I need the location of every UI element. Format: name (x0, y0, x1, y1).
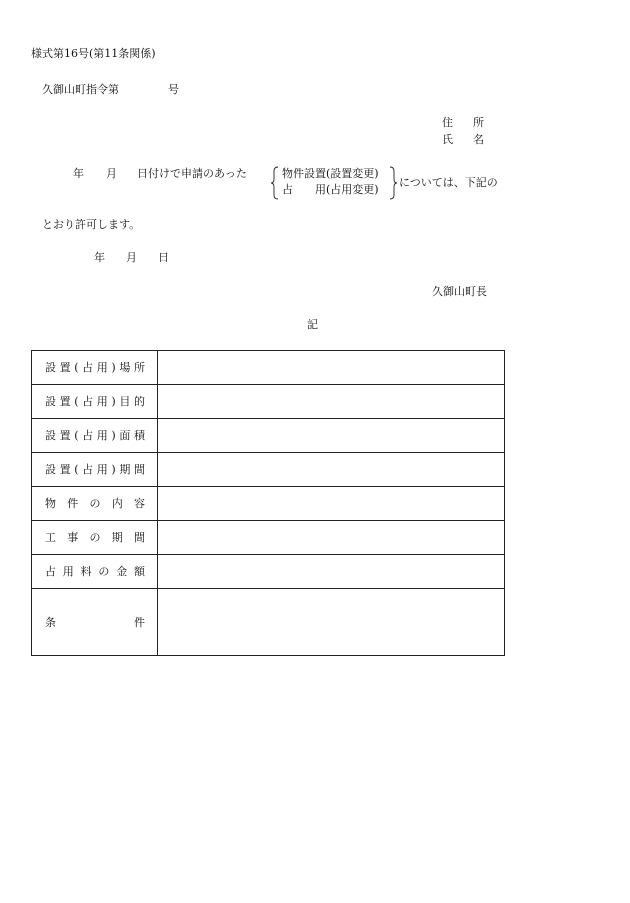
row-label-text (32, 566, 157, 577)
label-char: 件 (67, 497, 79, 510)
label-char: 占 (82, 361, 94, 374)
label-char: 面 (119, 429, 131, 442)
table-row (32, 419, 505, 453)
table-row (32, 589, 505, 656)
label-char: 占 (82, 429, 94, 442)
row-value-conditions[interactable] (158, 589, 505, 656)
option-setup: 物件設置(設置変更) (282, 167, 379, 180)
label-char: ( (74, 395, 79, 408)
label-char: 目 (119, 395, 131, 408)
label-char: 工 (45, 531, 56, 544)
name-label-char: 名 (473, 133, 484, 146)
label-char: 用 (96, 429, 108, 442)
row-label (32, 419, 158, 453)
label-char: 容 (134, 497, 145, 510)
label-char: の (89, 497, 101, 510)
name-label (442, 134, 484, 145)
details-table (31, 350, 505, 656)
row-label (32, 351, 158, 385)
label-char: 場 (119, 361, 131, 374)
table-row (32, 351, 505, 385)
row-label-text (32, 362, 157, 373)
label-char: 額 (133, 565, 145, 578)
label-char: の (98, 565, 110, 578)
label-char: 金 (116, 565, 128, 578)
body-line2: とおり許可します。 (42, 218, 141, 231)
row-label-text (32, 396, 157, 407)
table-row (32, 555, 505, 589)
row-value-area[interactable] (158, 419, 505, 453)
label-char: 間 (133, 463, 145, 476)
label-char: 置 (59, 429, 71, 442)
table-row (32, 521, 505, 555)
label-char: ( (74, 361, 79, 374)
option-occupancy-b: 用(占用変更) (315, 183, 379, 196)
label-char: ) (111, 361, 116, 374)
label-char: ) (111, 463, 116, 476)
label-char: 設 (45, 429, 56, 442)
date-year: 年 (94, 251, 105, 264)
label-char: 設 (45, 361, 56, 374)
record-heading: 記 (307, 318, 318, 331)
row-label-text (32, 532, 157, 543)
label-char: 用 (96, 463, 108, 476)
row-label-text (32, 464, 157, 475)
row-label (32, 555, 158, 589)
label-char: 置 (59, 361, 71, 374)
label-char: 積 (133, 429, 145, 442)
label-char: の (89, 531, 101, 544)
row-value-contents[interactable] (158, 487, 505, 521)
label-char: 料 (80, 565, 92, 578)
label-char: ( (74, 463, 79, 476)
row-label (32, 589, 158, 656)
label-char: 期 (119, 463, 131, 476)
label-char: 置 (59, 463, 71, 476)
date-month: 月 (126, 251, 137, 264)
table-row (32, 385, 505, 419)
label-char: 置 (59, 395, 71, 408)
label-char: 期 (111, 531, 123, 544)
row-value-purpose[interactable] (158, 385, 505, 419)
row-label (32, 385, 158, 419)
right-brace-icon (388, 166, 398, 200)
label-char: 的 (133, 395, 145, 408)
label-char: 占 (82, 463, 94, 476)
label-char: ( (74, 429, 79, 442)
row-value-period[interactable] (158, 453, 505, 487)
option-brace-group (270, 166, 398, 200)
body-date-text: 日付けで申請のあった (137, 167, 247, 180)
label-char: 間 (134, 531, 145, 544)
permit-ref-suffix: 号 (168, 83, 179, 96)
left-brace-icon (270, 166, 280, 200)
label-char: 設 (45, 395, 56, 408)
row-label-text (32, 498, 157, 509)
form-number: 様式第16号(第11条関係) (31, 47, 156, 60)
row-label (32, 487, 158, 521)
label-char: 事 (67, 531, 79, 544)
option-occupancy (282, 184, 379, 195)
body-month: 月 (106, 167, 117, 180)
label-char: 設 (45, 463, 56, 476)
label-char: ) (111, 429, 116, 442)
row-value-location[interactable] (158, 351, 505, 385)
label-char: 条 (45, 615, 56, 629)
label-char: 物 (45, 497, 56, 510)
label-char: 占 (82, 395, 94, 408)
name-label-char: 氏 (442, 133, 453, 146)
label-char: 内 (111, 497, 123, 510)
label-char: 用 (96, 395, 108, 408)
label-char: 用 (62, 565, 74, 578)
address-label-char: 住 (442, 116, 453, 129)
date-day: 日 (158, 251, 169, 264)
table-row (32, 487, 505, 521)
label-char: ) (111, 395, 116, 408)
row-value-construction[interactable] (158, 521, 505, 555)
table-row (32, 453, 505, 487)
issuer: 久御山町長 (432, 285, 487, 298)
option-occupancy-a: 占 (282, 183, 293, 196)
permit-ref-prefix: 久御山町指令第 (42, 83, 119, 96)
body-tail: については、下記の (399, 176, 498, 189)
row-label (32, 453, 158, 487)
label-char: 件 (134, 615, 145, 629)
label-char: 占 (45, 565, 56, 578)
address-label (442, 117, 484, 128)
row-value-fee[interactable] (158, 555, 505, 589)
row-label-text (32, 430, 157, 441)
row-label-text (32, 617, 157, 628)
label-char: 用 (96, 361, 108, 374)
body-year: 年 (73, 167, 84, 180)
row-label (32, 521, 158, 555)
address-label-char: 所 (473, 116, 484, 129)
label-char: 所 (133, 361, 145, 374)
